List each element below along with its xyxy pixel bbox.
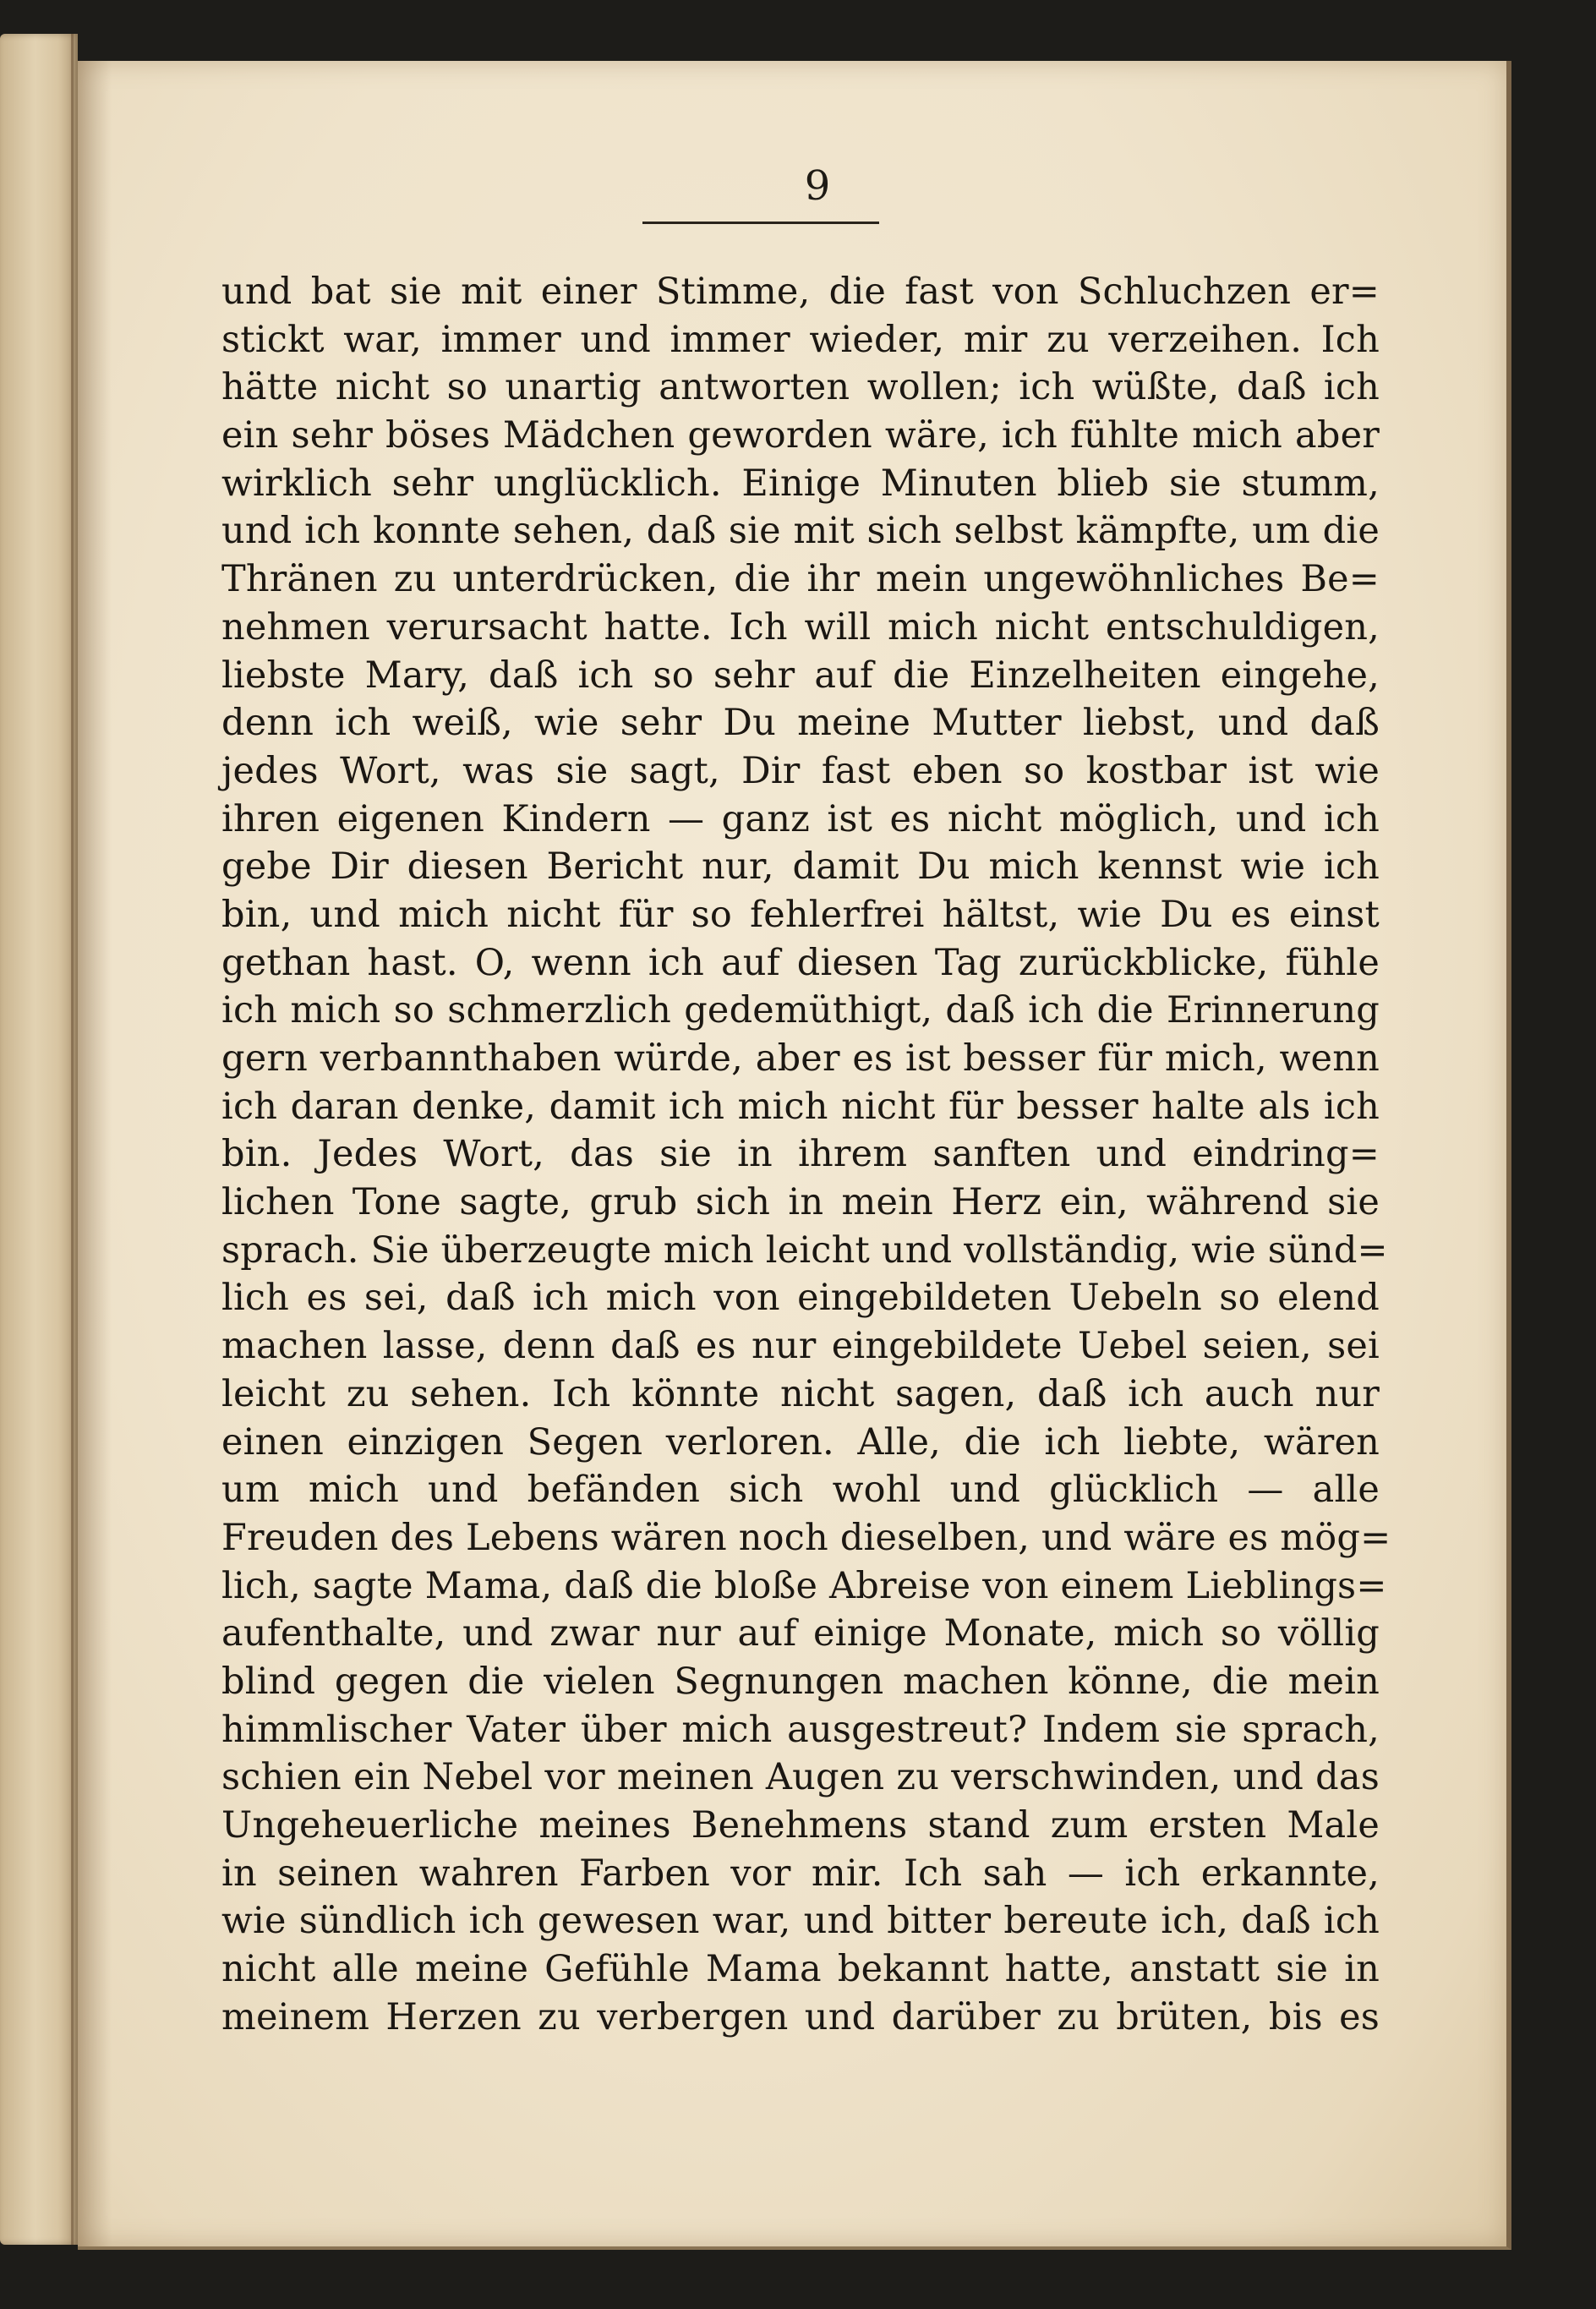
text-line: hätte nicht so unartig antworten wollen; ich wüßte, daß ich (221, 366, 1380, 409)
text-line: gebe Dir diesen Bericht nur, damit Du mich kennst wie ich (221, 845, 1380, 889)
text-line: gethan hast. O, wenn ich auf diesen Tag zurückblicke, fühle (221, 941, 1380, 984)
text-line: ich mich so schmerzlich gedemüthigt, daß ich die Erinnerung (221, 989, 1380, 1032)
text-line: machen lasse, denn daß es nur eingebildete Uebel seien, sei (221, 1325, 1380, 1368)
page-number-rule (642, 222, 879, 224)
text-line: lichen Tone sagte, grub sich in mein Herz ein, während sie (221, 1181, 1380, 1224)
text-line: schien ein Nebel vor meinen Augen zu verschwinden, und das (221, 1756, 1380, 1799)
text-line: wirklich sehr unglücklich. Einige Minuten blieb sie stumm, (221, 462, 1380, 505)
text-line: einen einzigen Segen verloren. Alle, die ich liebte, wären (221, 1420, 1380, 1464)
text-line: wie sündlich ich gewesen war, und bitter bereute ich, daß ich (221, 1900, 1380, 1943)
text-line: meinem Herzen zu verbergen und darüber zu brüten, bis es (221, 1995, 1380, 2038)
text-line: Ungeheuerliche meines Benehmens stand zum ersten Male (221, 1804, 1380, 1847)
book-page (78, 61, 1511, 2250)
text-line: und ich konnte sehen, daß sie mit sich selbst kämpfte, um die (221, 510, 1380, 553)
text-line: Thränen zu unterdrücken, die ihr mein ungewöhnliches Be= (221, 558, 1380, 601)
text-line: nicht alle meine Gefühle Mama bekannt hatte, anstatt sie in (221, 1948, 1380, 1991)
text-line: und bat sie mit einer Stimme, die fast von Schluchzen er= (221, 271, 1380, 313)
page-edge-line (71, 34, 74, 2245)
page-number: 9 (804, 162, 831, 210)
text-line: sprach. Sie überzeugte mich leicht und vollständig, wie sünd= (221, 1228, 1388, 1272)
text-line: leicht zu sehen. Ich könnte nicht sagen, daß ich auch nur (221, 1372, 1380, 1415)
text-line: aufenthalte, und zwar nur auf einige Monate, mich so völlig (221, 1612, 1380, 1655)
text-line: ein sehr böses Mädchen geworden wäre, ich fühlte mich aber (221, 414, 1380, 457)
left-page-edge (0, 34, 78, 2245)
text-line: liebste Mary, daß ich so sehr auf die Einzelheiten eingehe, (221, 654, 1380, 697)
text-line: denn ich weiß, wie sehr Du meine Mutter liebst, und daß (221, 702, 1380, 745)
text-line: lich es sei, daß ich mich von eingebildeten Uebeln so elend (221, 1277, 1380, 1320)
spine-shadow (78, 61, 112, 2246)
text-line: ich daran denke, damit ich mich nicht für besser halte als ich (221, 1085, 1380, 1128)
text-line: gern verbannthaben würde, aber es ist besser für mich, wenn (221, 1037, 1380, 1080)
text-line: lich, sagte Mama, daß die bloße Abreise von einem Lieblings= (221, 1564, 1387, 1607)
text-line: bin, und mich nicht für so fehlerfrei hältst, wie Du es einst (221, 893, 1380, 936)
text-line: Freuden des Lebens wären noch dieselben, und wäre es mög= (221, 1516, 1391, 1559)
text-line: in seinen wahren Farben vor mir. Ich sah — ich erkannte, (221, 1852, 1380, 1895)
text-line: jedes Wort, was sie sagt, Dir fast eben so kostbar ist wie (221, 749, 1380, 792)
text-line: nehmen verursacht hatte. Ich will mich nicht entschuldigen, (221, 605, 1380, 648)
text-line: blind gegen die vielen Segnungen machen könne, die mein (221, 1660, 1380, 1703)
text-line: stickt war, immer und immer wieder, mir zu verzeihen. Ich (221, 318, 1380, 361)
body-text (221, 268, 1391, 2041)
text-line: um mich und befänden sich wohl und glücklich — alle (221, 1469, 1380, 1512)
text-line: ihren eigenen Kindern — ganz ist es nicht möglich, und ich (221, 797, 1380, 840)
text-line: himmlischer Vater über mich ausgestreut? Indem sie sprach, (221, 1708, 1380, 1751)
text-line: bin. Jedes Wort, das sie in ihrem sanften und eindring= (221, 1133, 1380, 1176)
